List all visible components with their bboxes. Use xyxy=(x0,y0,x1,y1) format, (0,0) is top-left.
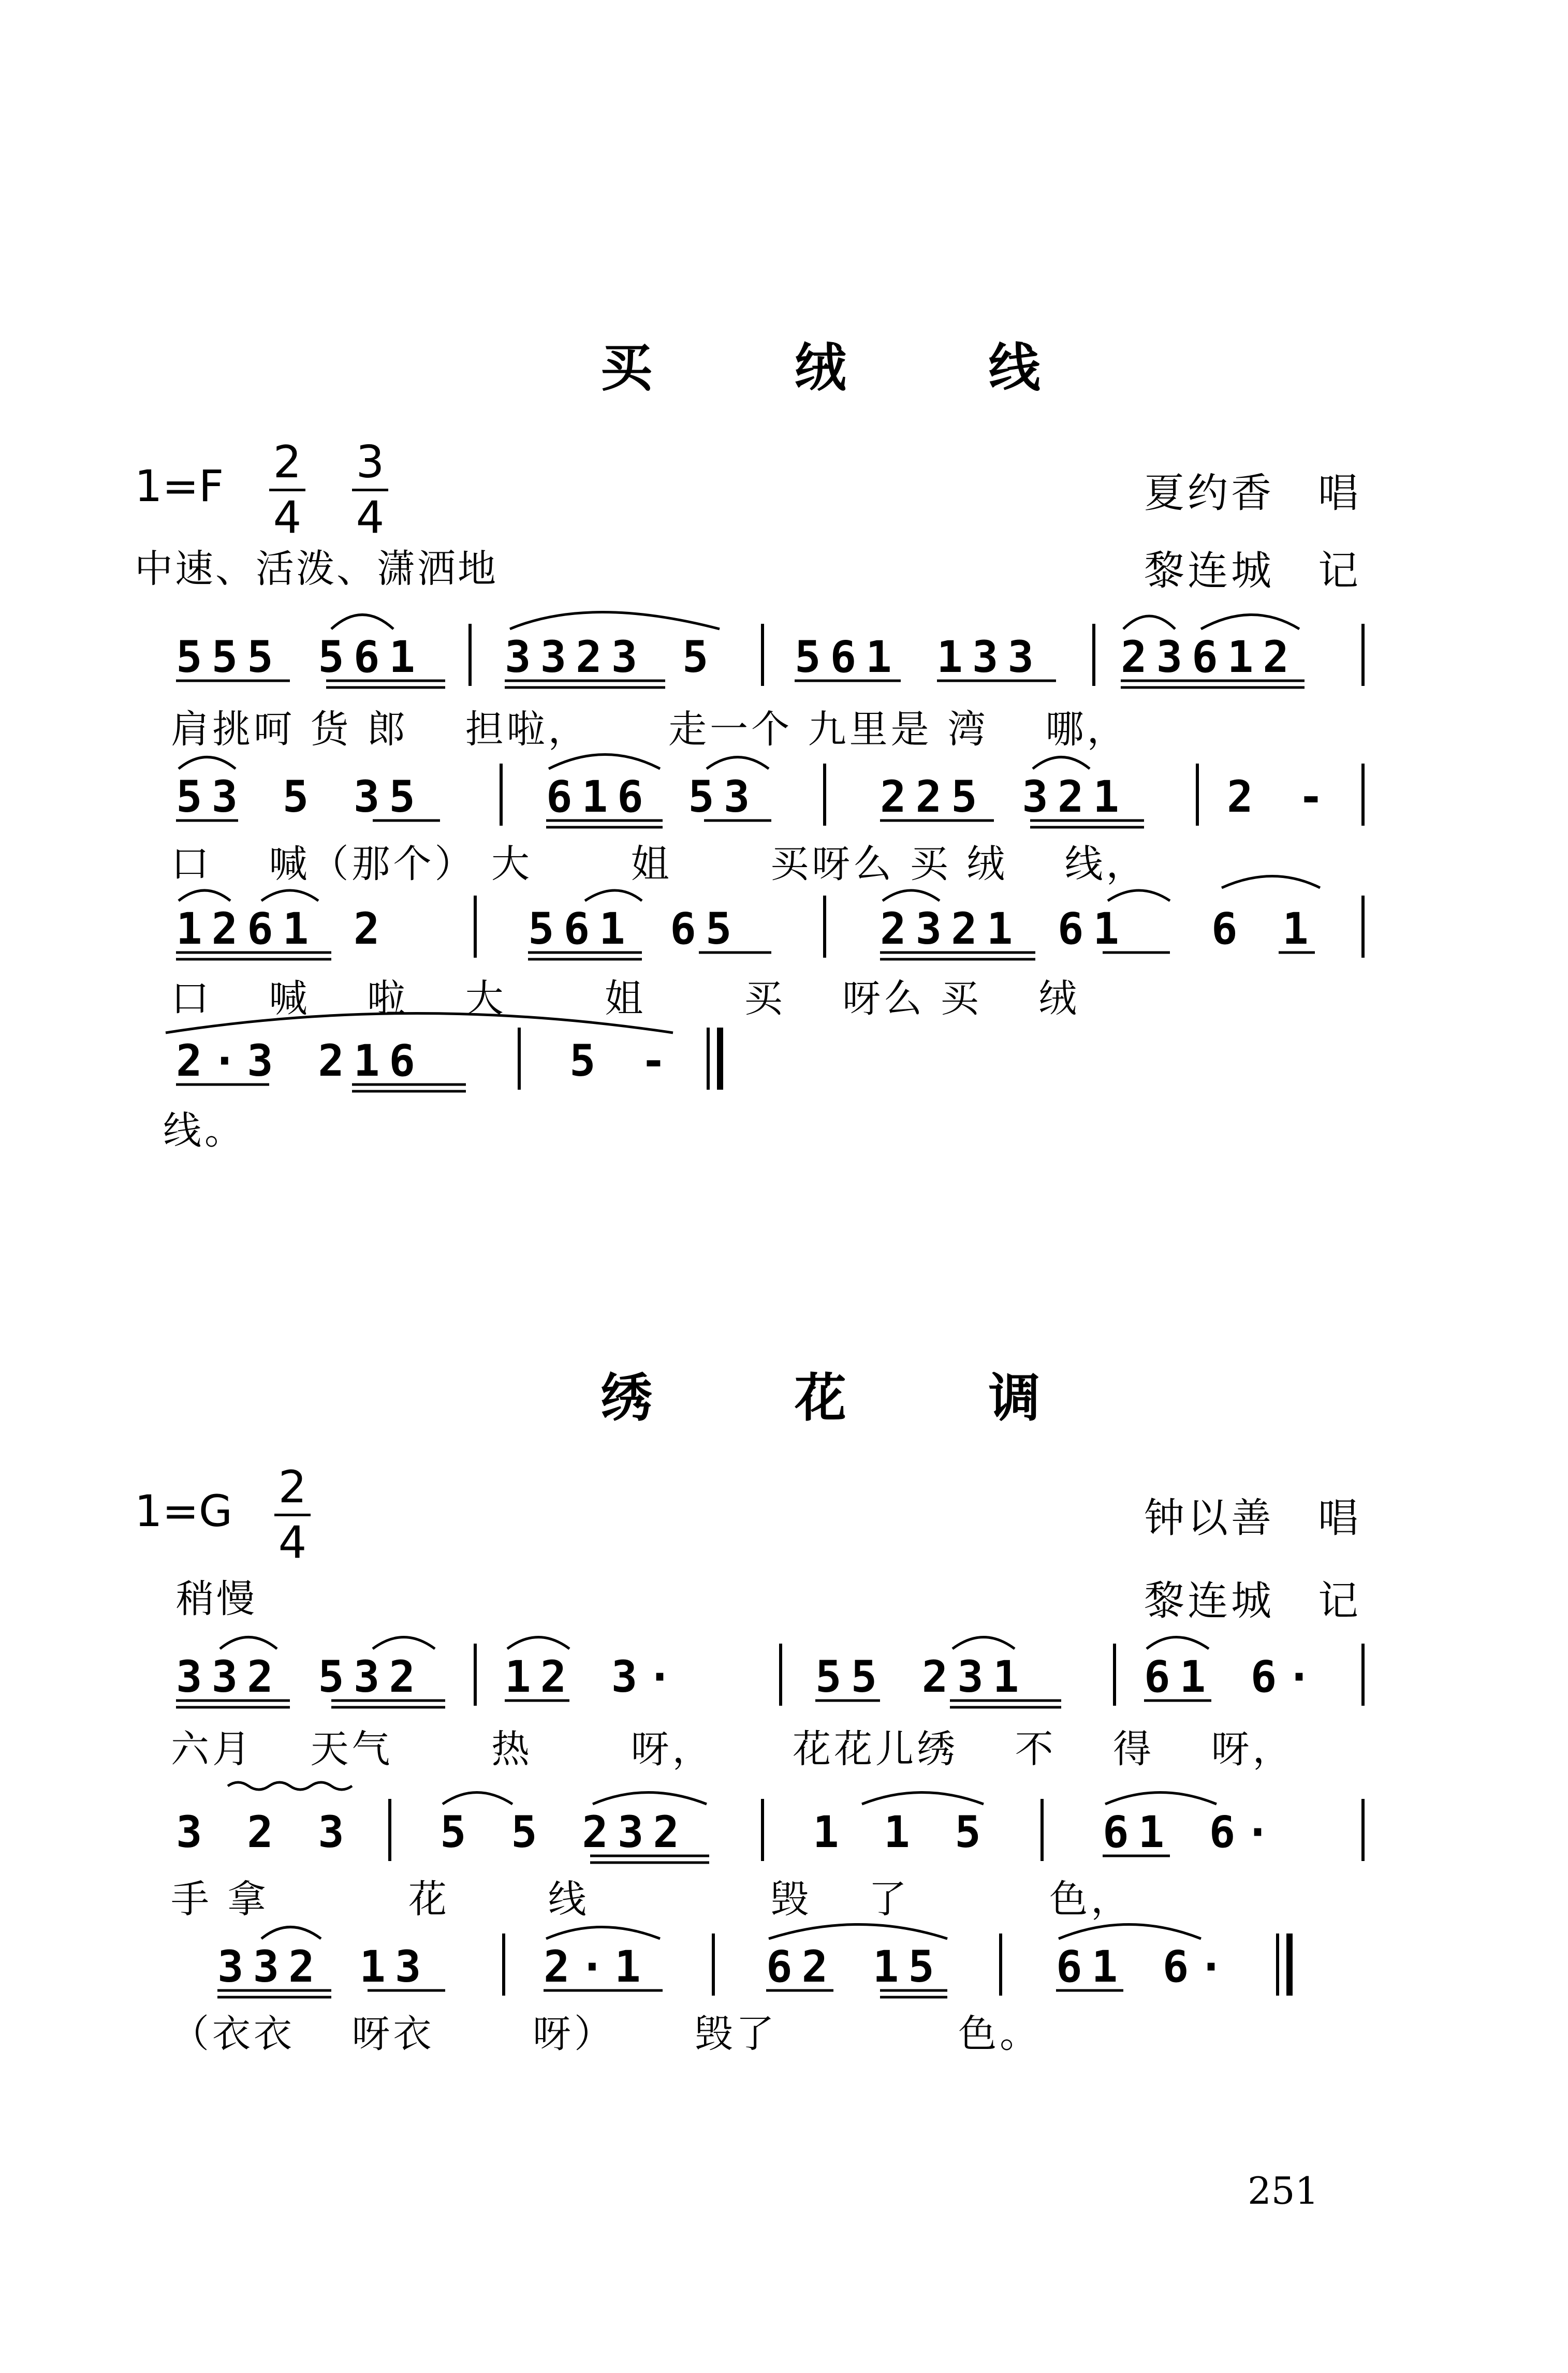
song2-row2-lyric: 手 拿 花 线 毁 了 色， xyxy=(171,1877,1133,1922)
slur xyxy=(707,757,769,769)
slur xyxy=(1147,1637,1209,1649)
song1-row2-lyric: 口 喊（那个） 大 姐 买呀么 买 绒 线， xyxy=(171,842,1148,886)
slur xyxy=(373,1637,435,1649)
slur xyxy=(883,890,940,901)
meter-numerator: 2 xyxy=(278,1461,307,1513)
page-number: 251 xyxy=(1248,2169,1319,2213)
song2-key: 1=G xyxy=(135,1486,232,1536)
song1-singer: 夏约香 唱 xyxy=(1144,470,1362,517)
song2-singer: 钟以善 唱 xyxy=(1144,1495,1362,1542)
song1-row3-measure3b: 6 1 xyxy=(1211,903,1318,954)
slur xyxy=(510,612,720,629)
song1-row3-lyric: 口 喊 啦 大 姐 买 呀么 买 绒 xyxy=(171,976,1080,1021)
song2-title: 绣 花 调 xyxy=(600,1368,1103,1428)
slur xyxy=(862,1793,984,1805)
song2-row1-measure4: 61 6· xyxy=(1144,1651,1322,1702)
song2-row2-measure2: 5 5 232 xyxy=(440,1807,689,1857)
slur xyxy=(220,1637,277,1649)
song2-row2-measure1: 3 2 3 xyxy=(176,1807,354,1857)
song2-row2-measure3: 1 1 5 xyxy=(813,1807,990,1857)
song1-row2-measure4: 2 - xyxy=(1227,771,1333,822)
song2-row1-measure2: 12 3· xyxy=(505,1651,682,1702)
song1-row3-measure1: 1261 2 xyxy=(176,903,389,954)
song2-row2-measure4: 61 6· xyxy=(1103,1807,1280,1857)
song1-row4-lyric: 线。 xyxy=(163,1108,246,1153)
song2-row3-measure1: 332 13 xyxy=(217,1941,431,1992)
song1-row4-measure1: 2·3 216 xyxy=(176,1035,425,1086)
slur xyxy=(546,1927,660,1939)
song2-row1-measure1: 332 532 xyxy=(176,1651,425,1702)
slur xyxy=(179,757,236,769)
song1-row1-measure1: 555 561 xyxy=(176,632,425,682)
song1-row3-measure2: 561 65 xyxy=(528,903,741,954)
slur xyxy=(507,1637,569,1649)
slur xyxy=(1059,1925,1201,1939)
slur xyxy=(1108,890,1170,901)
song1-row1-lyric: 肩挑呵 货 郎 担啦， 走一个 九里是 湾 哪， xyxy=(171,707,1129,752)
song1-title: 买 绒 线 xyxy=(600,338,1103,398)
song2-tempo: 稍慢 xyxy=(176,1577,257,1621)
song1-recorder: 黎连城 记 xyxy=(1144,548,1362,594)
slur xyxy=(166,1014,673,1033)
song1-row1-measure3: 561 133 xyxy=(795,632,1044,682)
song2-row1-lyric: 六月 天气 热 呀， 花花儿绣 不 得 呀， xyxy=(171,1727,1294,1771)
slur xyxy=(1033,757,1090,769)
slur xyxy=(769,1925,947,1939)
slur xyxy=(952,1637,1015,1649)
trill-mark xyxy=(228,1782,352,1790)
slur xyxy=(585,890,642,901)
song1-row1-measure2: 3323 5 xyxy=(505,632,718,682)
slur xyxy=(331,615,393,629)
meter-numerator: 2 xyxy=(273,436,302,488)
song2-row3-measure3: 62 15 xyxy=(766,1941,944,1992)
slur xyxy=(261,890,318,901)
song1-row2-measure2: 616 53 xyxy=(546,771,759,822)
song2-recorder: 黎连城 记 xyxy=(1144,1578,1362,1624)
song1-row4-measure2: 5 - xyxy=(569,1035,676,1086)
song2-row3-lyric: （衣衣 呀衣 呀） 毁了 色。 xyxy=(171,2012,1042,2056)
song1-row2-measure3: 225 321 xyxy=(880,771,1129,822)
song1-tempo: 中速、活泼、潇洒地 xyxy=(135,547,498,591)
slur xyxy=(443,1793,512,1805)
slur xyxy=(1201,615,1299,629)
song2-row3-measure2: 2·1 xyxy=(544,1941,650,1992)
meter-denominator: 4 xyxy=(356,492,385,544)
meter-denominator: 4 xyxy=(273,492,302,544)
song1-row1-measure4: 23612 xyxy=(1121,632,1298,682)
song2-row1-measure3: 55 231 xyxy=(815,1651,1029,1702)
slur xyxy=(261,1927,321,1939)
song1-row3-measure3: 2321 61 xyxy=(880,903,1129,954)
song1-key: 1=F xyxy=(135,461,224,511)
slur xyxy=(593,1793,707,1805)
song1-row2-measure1: 53 5 35 xyxy=(176,771,425,822)
slur xyxy=(1222,876,1320,888)
slur xyxy=(1123,616,1175,629)
song2-row3-measure4: 61 6· xyxy=(1056,1941,1234,1992)
slur xyxy=(549,755,660,769)
slur xyxy=(179,890,230,901)
meter-denominator: 4 xyxy=(278,1517,307,1569)
meter-numerator: 3 xyxy=(356,436,385,488)
slur xyxy=(1105,1793,1217,1805)
